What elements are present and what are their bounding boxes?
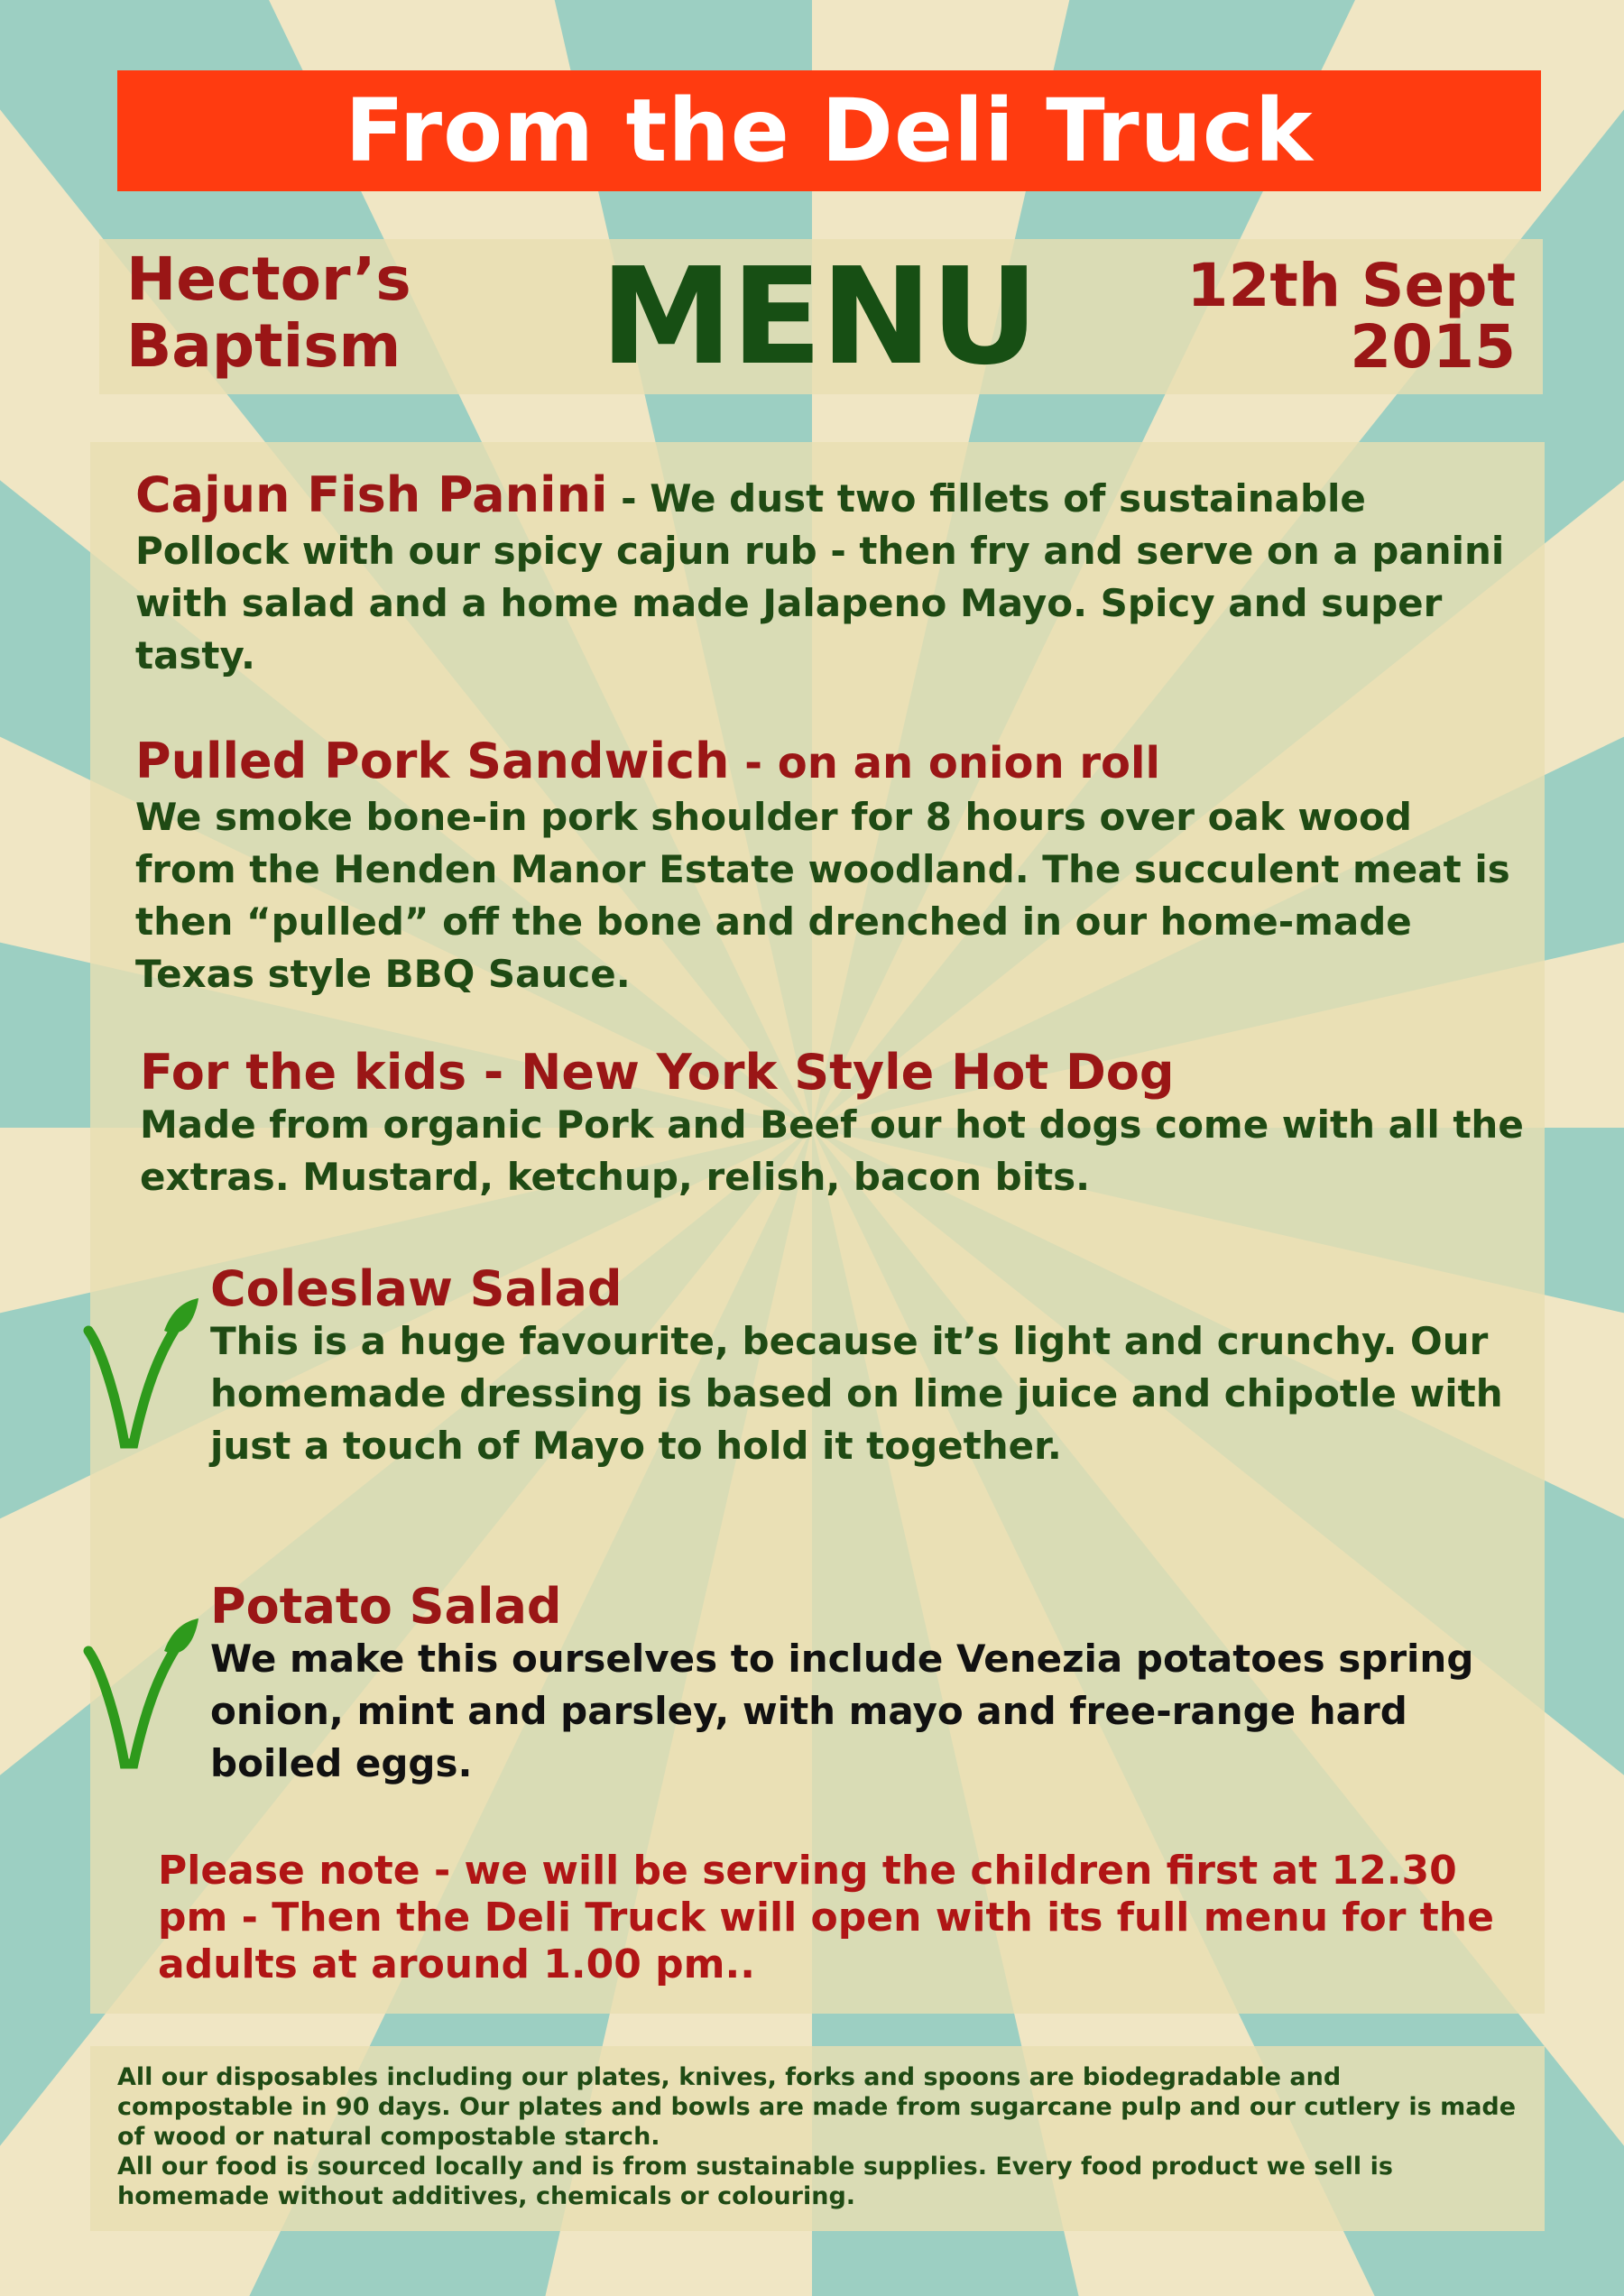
footer-sourcing: All our food is sourced locally and is from sustainable supplies. Every food product we sell is homemade without additives, chemicals or colouring.: [117, 2153, 1393, 2210]
item-title: Coleslaw Salad: [210, 1260, 623, 1317]
page-title: From the Deli Truck: [345, 80, 1314, 181]
item-title: For the kids - New York Style Hot Dog: [140, 1044, 1175, 1101]
vegetarian-leaf-icon: [81, 1615, 198, 1795]
serving-notice: Please note - we will be serving the children first at 12.30 pm - Then the Deli Truck will open with its full menu for the adults at around 1.00 pm..: [158, 1848, 1494, 1987]
footer-panel: [90, 2046, 1545, 2231]
menu-item-pulled-pork-sandwich: [135, 735, 1525, 1000]
menu-item-potato-salad: [210, 1578, 1536, 1790]
menu-item-hot-dog: [140, 1044, 1529, 1203]
menu-item-coleslaw-salad: [210, 1260, 1536, 1472]
event-date-line2: 2015: [1350, 312, 1516, 382]
footer-disposables: All our disposables including our plates, knives, forks and spoons are biodegradable and compostable in 90 days. Our plates and bowls are made from sugarcane pulp and our cutlery is made of wood or natural compostable starch.: [117, 2063, 1517, 2151]
item-title: Cajun Fish Panini: [135, 466, 608, 523]
item-title: Pulled Pork Sandwich: [135, 733, 730, 789]
event-name-line1: Hector’s: [126, 244, 411, 314]
title-banner: [117, 70, 1541, 191]
item-subtitle: - on an onion roll: [729, 738, 1160, 788]
event-name-line2: Baptism: [126, 311, 401, 381]
item-title: Potato Salad: [210, 1578, 562, 1635]
event-date-line1: 12th Sept: [1186, 251, 1516, 320]
menu-heading: MENU: [600, 239, 1038, 394]
footer-text: [117, 2062, 1525, 2211]
menu-panel: [90, 442, 1545, 2014]
event-header: [99, 239, 1543, 394]
event-name: [126, 246, 411, 380]
menu-item-cajun-fish-panini: [135, 466, 1525, 682]
item-description: - We dust two fillets of sustainable Pollock with our spicy cajun rub - then fry and serve on a panini with salad and a home made Jalapeno Mayo. Spicy and super tasty.: [135, 476, 1505, 678]
item-description: We smoke bone-in pork shoulder for 8 hours over oak wood from the Henden Manor Estate woodland. The succulent meat is then “pulled” off the bone and drenched in our home-made Texas style BBQ Sauce.: [135, 795, 1510, 996]
item-description: We make this ourselves to include Venezia potatoes spring onion, mint and parsley, with mayo and free-range hard boiled eggs.: [210, 1637, 1474, 1785]
event-date: [1186, 251, 1516, 382]
item-description: Made from organic Pork and Beef our hot dogs come with all the extras. Mustard, ketchup, relish, bacon bits.: [140, 1102, 1524, 1199]
item-description: This is a huge favourite, because it’s light and crunchy. Our homemade dressing is based on lime juice and chipotle with just a touch of Mayo to hold it together.: [210, 1319, 1503, 1468]
vegetarian-leaf-icon: [81, 1295, 198, 1475]
